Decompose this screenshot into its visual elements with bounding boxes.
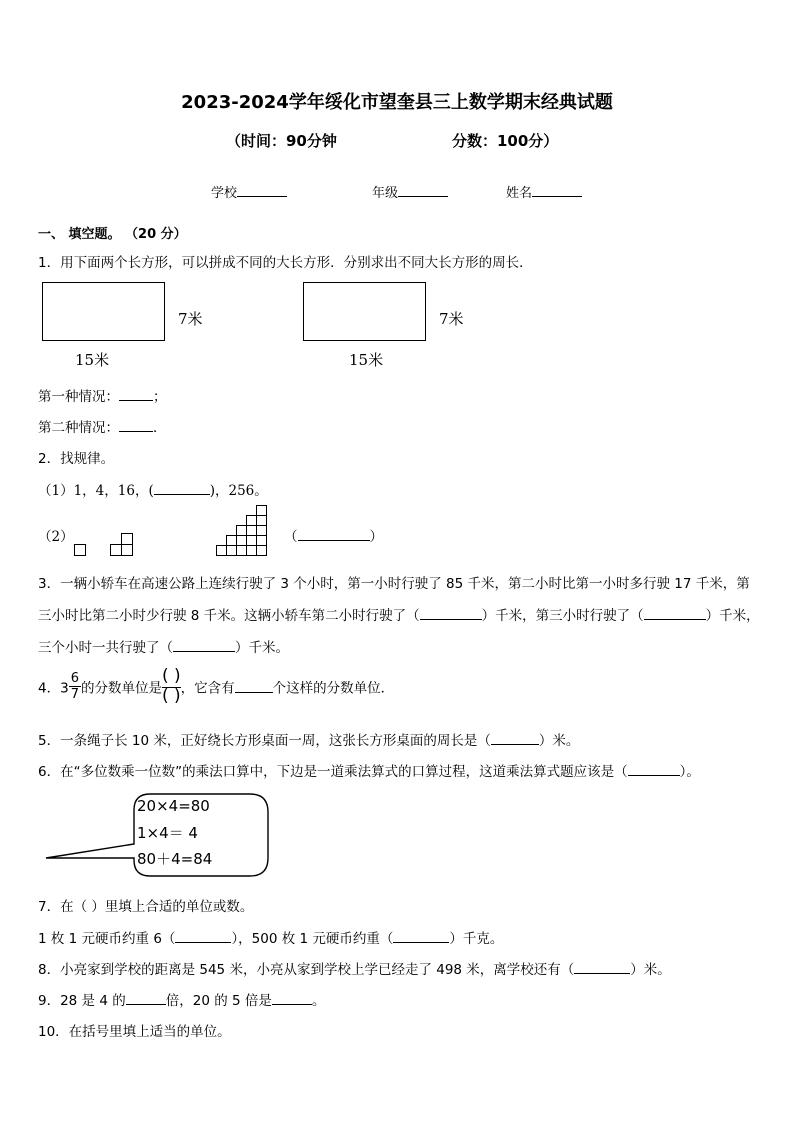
q3-blank-3[interactable] [173,639,235,652]
q4-mid2: ，它含有 [180,680,235,697]
q6-blank[interactable] [628,763,680,776]
rect2-height-label: 7米 [439,310,464,328]
rectangle-1 [42,282,165,341]
paren-bottom: ( ) [161,686,181,706]
unit-fraction-blank[interactable] [162,668,181,705]
q3-line2b: ）千米，第三小时行驶了（ [481,608,644,624]
case-1-blank[interactable] [119,388,153,401]
q5-text: 5．一条绳子长 10 米，正好绕长方形桌面一周，这张长方形桌面的周长是（ [38,733,491,749]
question-2-sub2-label: （2） [38,529,74,545]
bubble-line-2: 1×4＝ 4 [137,824,198,842]
fraction-numerator: 6 [70,671,79,686]
rect2-width-label: 15米 [349,351,384,369]
paren-top: ( ) [161,666,181,686]
q3-blank-1[interactable] [420,607,482,620]
question-2-text: 2．找规律。 [38,451,115,467]
question-10-text: 10．在括号里填上适当的单位。 [38,1024,231,1040]
q4-prefix: 4．3 [38,680,69,697]
question-7-text: 7．在（ ）里填上合适的单位或数。 [38,899,254,915]
question-7-line [38,927,503,947]
question-3-line-2 [38,604,760,624]
page-title: 2023-2024学年绥化市望奎县三上数学期末经典试题 [181,92,613,113]
grade-label: 年级 [372,186,399,201]
case-1-end: ； [153,389,167,405]
case-2-blank[interactable] [119,419,153,432]
q3-line3b: ）千米。 [235,640,289,656]
question-1-text: 1．用下面两个长方形，可以拼成不同的大长方形．分别求出不同大长方形的周长． [38,255,533,271]
rectangle-2 [303,282,426,341]
school-label: 学校 [211,186,238,201]
question-5-line [38,729,579,749]
sub2-blank[interactable] [298,528,370,541]
pattern-cell [256,545,267,556]
case-1-line [38,385,167,405]
question-2-sub1 [38,479,268,499]
question-3-line-1: 3．一辆小轿车在高速公路上连续行驶了 3 个小时，第一小时行驶了 85 千米，第二小时比第一小时多行驶 17 千米，第 [38,576,750,592]
sub1-sequence: （1）1，4，16，( [38,483,154,499]
q5-blank[interactable] [491,732,539,745]
mixed-fraction [69,672,81,701]
grade-blank[interactable] [398,184,448,197]
name-blank[interactable] [532,184,582,197]
name-label: 姓名 [506,186,533,201]
q7-c: ）千克。 [449,931,504,947]
exam-score: 分数：100分） [452,132,559,150]
sub1-end: )，256。 [209,483,268,499]
pattern-cell [256,515,267,526]
name-field [506,182,582,201]
school-field [211,182,287,201]
fraction-denominator: 7 [70,687,79,702]
case-2-end: ． [153,420,167,436]
exam-time: （时间：90分钟 [226,132,337,150]
school-blank[interactable] [237,184,287,197]
bubble-line-1: 20×4=80 [137,797,210,815]
case-2-label: 第二种情况： [38,420,119,436]
case-1-label: 第一种情况： [38,389,119,405]
sub1-blank[interactable] [154,482,210,495]
question-6-line [38,760,700,780]
q7-blank-2[interactable] [393,930,449,943]
q4-suffix: 个这样的分数单位． [272,680,395,697]
q7-a: 1 枚 1 元硬币约重 6（ [38,931,176,947]
case-2-line [38,416,167,436]
pattern-cell [256,525,267,536]
question-4-line [38,668,394,705]
rect1-height-label: 7米 [178,310,203,328]
q4-blank[interactable] [235,680,273,693]
question-8-line [38,958,671,978]
q9-a: 9．28 是 4 的 [38,993,126,1009]
paren-open: （ [284,529,298,545]
q6-text: 6．在“多位数乘一位数”的乘法口算中，下边是一道乘法算式的口算过程，这道乘法算式题应该是（ [38,764,628,780]
q3-blank-2[interactable] [644,607,706,620]
pattern-cell [256,505,267,516]
q6-end: ）。 [679,764,700,780]
q4-mid: 的分数单位是 [80,680,162,697]
q8-end: ）米。 [630,962,671,978]
q3-line3a: 三个小时一共行驶了（ [38,640,173,656]
q9-b: 倍，20 的 5 倍是 [165,993,272,1009]
pattern-cell [256,535,267,546]
bubble-line-3: 80＋4=84 [137,850,213,868]
q9-blank-2[interactable] [272,992,312,1005]
q8-text: 8．小亮家到学校的距离是 545 米，小亮从家到学校上学已经走了 498 米，离学校还有（ [38,962,575,978]
question-2-sub2-answer [284,525,383,545]
section-heading: 一、 填空题。 （20 分） [38,227,187,242]
grade-field [372,182,448,201]
q3-line2a: 三小时比第二小时少行驶 8 千米。这辆小轿车第二小时行驶了（ [38,608,420,624]
q9-c: 。 [311,993,326,1009]
paren-close: ） [369,529,383,545]
rect1-width-label: 15米 [75,351,110,369]
q8-blank[interactable] [574,961,630,974]
q3-line2c: ）千米， [705,608,760,624]
q7-blank-1[interactable] [175,930,231,943]
q9-blank-1[interactable] [126,992,166,1005]
question-9-line [38,989,325,1009]
q7-b: ），500 枚 1 元硬币约重（ [231,931,394,947]
question-3-line-3 [38,636,289,656]
q5-end: ）米。 [538,733,580,749]
